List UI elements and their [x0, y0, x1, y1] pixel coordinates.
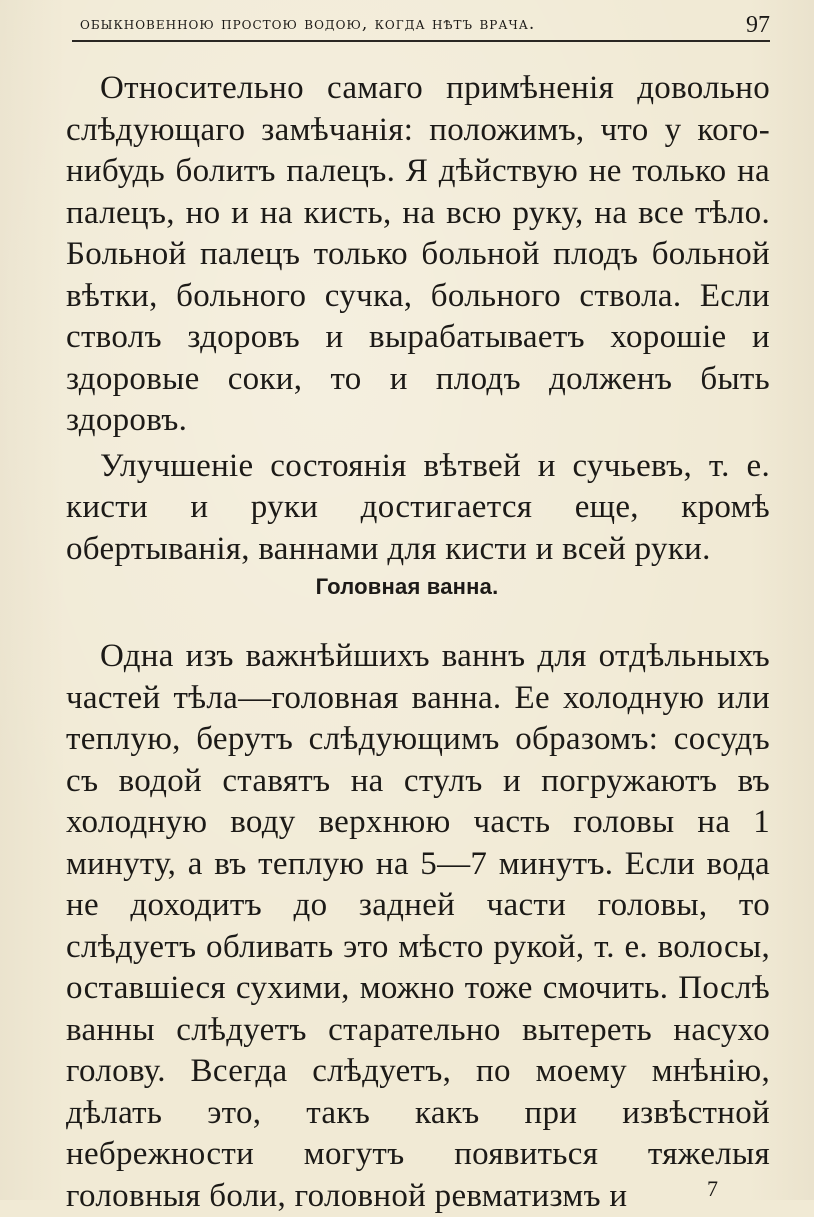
section-heading: Головная ванна.	[315, 574, 499, 599]
running-title: обыкновенною простою водою, когда нѣтъ врача.	[80, 14, 536, 34]
paragraph: Относительно самаго примѣненія довольно слѣдующаго замѣчанія: положимъ, что у кого-нибудь болитъ палецъ. Я дѣйствую не только на палецъ, но и на кисть, на всю руку, на все тѣло. Больной палецъ только больной плодъ больной вѣтки, больного сучка, больного ствола. Если стволъ здоровъ и вырабатываетъ хорошіе и здоровые соки, то и плодъ долженъ быть здоровъ.	[66, 70, 770, 438]
paragraph: Одна изъ важнѣйшихъ ваннъ для отдѣльныхъ частей тѣла—головная ванна. Ее холодную или теплую, берутъ слѣдующимъ образомъ: сосудъ съ водой ставятъ на стулъ и погружаютъ въ холодную воду верхнюю часть головы на 1 минуту, а въ теплую на 5—7 минутъ. Если вода не доходитъ до задней части головы, то слѣдуетъ обливать это мѣсто рукой, т. е. волосы, оставшіеся сухими, можно тоже смочить. Послѣ ванны слѣдуетъ старательно вытереть насухо голову. Всегда слѣдуетъ, по моему мнѣнію, дѣлать это, такъ какъ при извѣстной небрежности могутъ появиться тяжелыя головныя боли, головной ревматизмъ и	[66, 638, 770, 1214]
text-block-top	[66, 68, 770, 570]
text-block-bottom	[66, 636, 770, 1217]
paragraph: Улучшеніе состоянія вѣтвей и сучьевъ, т. е. кисти и руки достигается еще, кромѣ обертыванія, ваннами для кисти и всей руки.	[66, 447, 770, 567]
running-head	[72, 10, 770, 42]
signature-mark: 7	[707, 1176, 718, 1201]
page-number: 97	[746, 12, 770, 38]
